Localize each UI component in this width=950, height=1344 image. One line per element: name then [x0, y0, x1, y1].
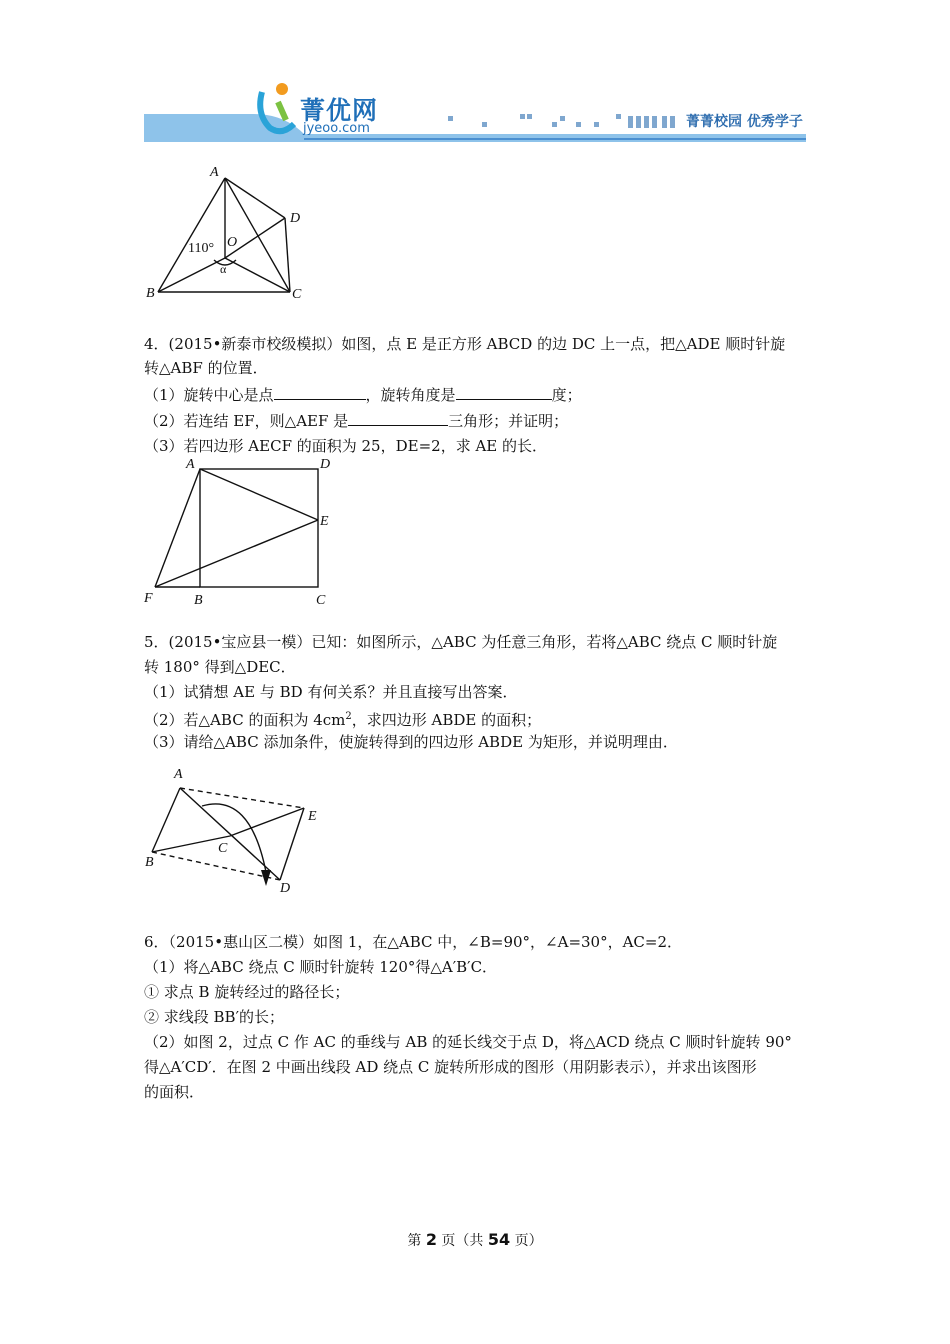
q5-part2	[144, 707, 541, 730]
q6-part1: （1）将△ABC 绕点 C 顺时针旋转 120°得△A′B′C．	[144, 958, 498, 976]
q6-part1-b: ② 求线段 BB′的长；	[144, 1008, 284, 1026]
q4-part3: （3）若四边形 AECF 的面积为 25，DE=2，求 AE 的长．	[144, 437, 548, 455]
fig1-label-a: A	[210, 165, 219, 180]
q4-line1: 4．(2015•新泰市校级模拟）如图，点 E 是正方形 ABCD 的边 DC 上一点，把△ADE 顺时针旋	[144, 335, 786, 353]
fig5-label-b: B	[145, 855, 154, 870]
q5-line1: 5．(2015•宝应县一模）已知：如图所示，△ABC 为任意三角形，若将△ABC 绕点 C 顺时针旋	[144, 633, 778, 651]
q6-part1-a: ① 求点 B 旋转经过的路径长；	[144, 983, 350, 1001]
q4-part1-c: 度；	[551, 386, 582, 404]
q6-part2-c: 的面积．	[144, 1083, 205, 1101]
footer-total: 54	[487, 1230, 511, 1249]
q6-part2-b: 得△A′CD′．在图 2 中画出线段 AD 绕点 C 旋转所形成的图形（用阴影表示），并求出该图形	[144, 1058, 757, 1076]
header-slogan: 菁菁校园 优秀学子	[686, 114, 803, 130]
fig4-label-c: C	[316, 593, 326, 608]
fig5-label-a: A	[174, 767, 183, 782]
q4-part1-b: ，旋转角度是	[365, 386, 456, 404]
fig4-label-d: D	[320, 457, 331, 472]
fig4-label-a: A	[186, 457, 195, 472]
q4-part1	[144, 384, 582, 405]
fig1-label-o: O	[227, 235, 238, 250]
fig1-angle-label: 110°	[188, 241, 215, 256]
q4-blank-triangle[interactable]	[348, 410, 448, 426]
fig1-alpha-label: α	[220, 262, 227, 276]
fig4-label-e: E	[320, 514, 329, 529]
figure-quadrilateral-abcd	[140, 160, 320, 314]
q5-part2-a: （2）若△ABC 的面积为 4cm	[144, 711, 346, 729]
fig1-label-b: B	[146, 286, 155, 301]
logo-main: 菁优网	[300, 96, 379, 125]
q6-part2-a: （2）如图 2，过点 C 作 AC 的垂线与 AB 的延长线交于点 D，将△ACD 绕点 C 顺时针旋转 90°	[144, 1033, 792, 1051]
logo-sub: jyeoo.com	[303, 121, 370, 136]
header-dots	[448, 112, 682, 134]
q4-blank-angle[interactable]	[456, 384, 552, 400]
footer-post: 页）	[510, 1233, 543, 1249]
fig1-label-d: D	[290, 211, 301, 226]
fig4-label-f: F	[144, 591, 153, 606]
fig5-label-e: E	[308, 809, 317, 824]
q4-part1-a: （1）旋转中心是点	[144, 386, 274, 404]
fig5-label-d: D	[280, 881, 291, 896]
footer-page: 2	[425, 1230, 437, 1249]
fig5-label-c: C	[218, 841, 228, 856]
footer-mid: 页（共	[436, 1233, 488, 1249]
q5-line2: 转 180° 得到△DEC．	[144, 658, 296, 676]
q4-part2	[144, 410, 568, 431]
q4-line2: 转△ABF 的位置．	[144, 359, 268, 377]
q5-part2-b: ，求四边形 ABDE 的面积；	[351, 711, 542, 729]
q6-line1: 6．（2015•惠山区二模）如图 1，在△ABC 中，∠B=90°，∠A=30°，AC=2．	[144, 933, 683, 951]
q4-part2-a: （2）若连结 EF，则△AEF 是	[144, 412, 349, 430]
fig1-label-c: C	[292, 287, 302, 302]
q4-part2-b: 三角形；并证明；	[448, 412, 569, 430]
fig4-label-b: B	[194, 593, 203, 608]
page-footer	[0, 1230, 950, 1250]
q5-part2-sup: 2	[345, 711, 352, 722]
figure-square-abcd	[140, 454, 340, 613]
figure-rotation-abc	[140, 762, 330, 901]
q4-blank-center[interactable]	[274, 384, 366, 400]
logo-icon	[254, 80, 300, 140]
q5-part3: （3）请给△ABC 添加条件，使旋转得到的四边形 ABDE 为矩形，并说明理由．	[144, 733, 678, 751]
q5-part1: （1）试猜想 AE 与 BD 有何关系？并且直接写出答案．	[144, 683, 518, 701]
footer-pre: 第	[407, 1233, 426, 1249]
